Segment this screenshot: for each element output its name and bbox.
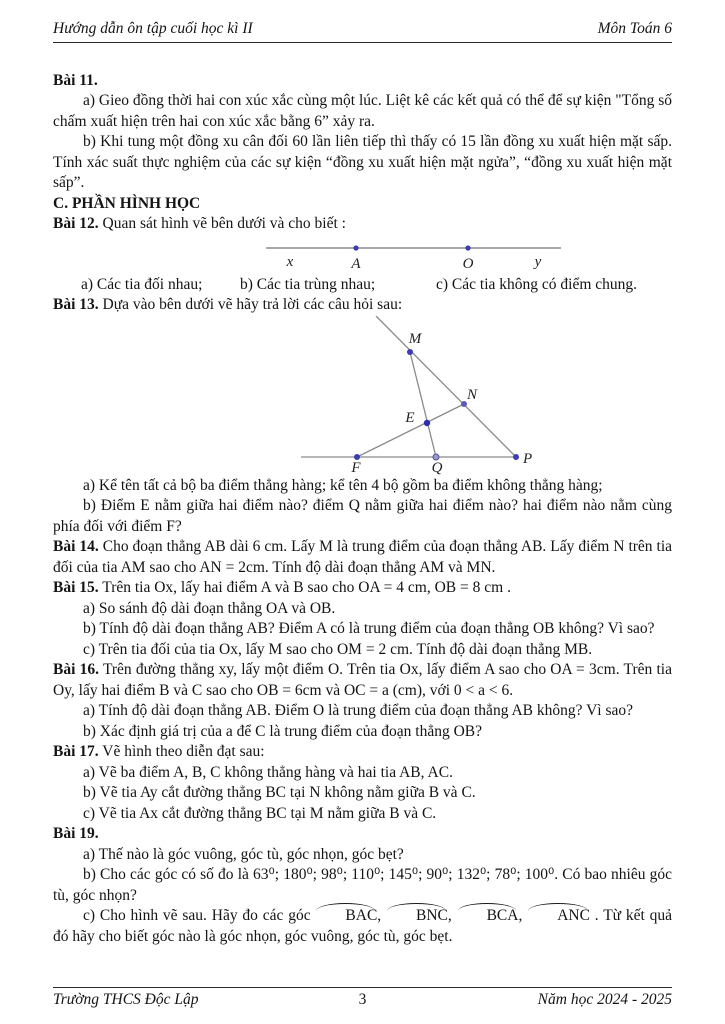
point-A-dot — [353, 245, 358, 250]
footer-page-number: 3 — [358, 990, 367, 1008]
problem-16-intro: Bài 16. Trên đường thẳng xy, lấy một điểm O. Trên tia Ox, lấy điểm A sao cho OA = 3cm. Trên tia Oy, lấy hai điểm B và C sao cho OB = 6cm và OC = a (cm), với 0 < a < 6. — [53, 661, 672, 699]
problem-19-part-c: c) Cho hình vẽ sau. Hãy đo các góc BAC, BNC, BCA, ANC . Từ kết quả đó hãy cho biết góc nào là góc nhọn, góc vuông, góc tù, góc bẹt. — [53, 907, 673, 945]
document-body — [0, 71, 725, 948]
problem-19-label — [53, 824, 672, 845]
label-x: x — [286, 253, 294, 270]
problem-19-part-b: b) Cho các góc có số đo là 63⁰; 180⁰; 98⁰; 110⁰; 145⁰; 90⁰; 132⁰; 78⁰; 100⁰. Có bao nhiêu góc tù, góc nhọn? — [53, 866, 672, 904]
problem-13-part-a: a) Kể tên tất cả bộ ba điểm thẳng hàng; kể tên 4 bộ gồm ba điểm không thẳng hàng; — [83, 476, 603, 494]
problem-15-number: Bài 15. — [53, 579, 99, 596]
problem-15-part-b: b) Tính độ dài đoạn thẳng AB? Điểm A có là trung điểm của đoạn thẳng OB không? Vì sao? — [83, 620, 655, 637]
problem-13-number: Bài 13. — [53, 296, 99, 313]
problem-17-number: Bài 17. — [53, 743, 99, 760]
problem-17-part-c: c) Vẽ tia Ax cắt đường thẳng BC tại M nằm giữa B và C. — [83, 804, 437, 822]
problem-14-number: Bài 14. — [53, 538, 99, 555]
problem-13-intro: Bài 13. Dựa vào bên dưới vẽ hãy trả lời các câu hỏi sau: — [53, 296, 403, 313]
angle-BAC: BAC — [315, 906, 377, 927]
problem-11-number: Bài 11. — [53, 71, 98, 89]
point-O-dot — [465, 245, 470, 250]
angle-ANC: ANC — [527, 906, 590, 927]
label-N: N — [466, 386, 478, 403]
problem-12-number: Bài 12. — [53, 215, 99, 232]
label-E: E — [405, 409, 415, 426]
angle-BNC: BNC — [386, 906, 448, 927]
problem-15-part-a: a) So sánh độ dài đoạn thẳng OA và OB. — [83, 599, 336, 617]
problem-17-part-b: b) Vẽ tia Ay cắt đường thẳng BC tại N không nằm giữa B và C. — [83, 784, 476, 801]
line-MQ — [410, 352, 436, 457]
problem-12-intro: Bài 12. Quan sát hình vẽ bên dưới và cho biết : — [53, 215, 346, 232]
figure-line-xAOy — [53, 235, 725, 275]
problem-17-part-a: a) Vẽ ba điểm A, B, C không thẳng hàng và hai tia AB, AC. — [83, 763, 453, 781]
problem-11-part-a: a) Gieo đồng thời hai con xúc xắc cùng một lúc. Liệt kê các kết quả có thể để sự kiện "Tổng số chấm xuất hiện trên hai con xúc xắc bằng 6” xảy ra. — [53, 92, 672, 130]
figure-triangle-MNPFQ — [53, 316, 725, 476]
problem-12-option-b: b) Các tia trùng nhau; — [240, 275, 376, 293]
point-M-dot — [407, 349, 413, 355]
label-y: y — [534, 253, 542, 270]
problem-16-part-a: a) Tính độ dài đoạn thẳng AB. Điểm O là trung điểm của đoạn thẳng AB không? Vì sao? — [83, 702, 634, 719]
angle-BCA: BCA — [457, 906, 519, 927]
problem-17-intro: Bài 17. Vẽ hình theo diễn đạt sau: — [53, 743, 265, 760]
label-Q: Q — [431, 459, 443, 476]
line-MNP — [376, 316, 516, 457]
problem-19-part-a: a) Thế nào là góc vuông, góc tù, góc nhọn, góc bẹt? — [83, 845, 404, 863]
label-A: A — [351, 255, 361, 272]
point-P-dot — [513, 454, 519, 460]
section-c-heading: C. PHẦN HÌNH HỌC — [53, 194, 201, 212]
label-O: O — [462, 255, 474, 272]
problem-12-option-c: c) Các tia không có điểm chung. — [436, 275, 638, 293]
footer-school-year: Năm học 2024 - 2025 — [537, 990, 672, 1008]
label-P: P — [523, 450, 533, 467]
problem-11-part-b: b) Khi tung một đồng xu cân đối 60 lần liên tiếp thì thấy có 15 lần đồng xu xuất hiện mặt sấp. Tính xác suất thực nghiệm của các sự kiện “đồng xu xuất hiện mặt ngửa”, “đồng xu xuất hiện mặt sấp”. — [53, 133, 672, 191]
problem-16-number: Bài 16. — [53, 661, 99, 678]
page-header — [53, 0, 672, 43]
problem-15-part-c: c) Trên tia đối của tia Ox, lấy M sao cho OM = 2 cm. Tính độ dài đoạn thẳng MB. — [83, 640, 593, 658]
footer-school: Trường THCS Độc Lập — [53, 990, 199, 1008]
header-subject: Môn Toán 6 — [597, 20, 672, 37]
page-footer — [53, 987, 672, 1011]
problem-15-intro: Bài 15. Trên tia Ox, lấy hai điểm A và B sao cho OA = 4 cm, OB = 8 cm . — [53, 579, 511, 596]
problem-14: Bài 14. Cho đoạn thẳng AB dài 6 cm. Lấy M là trung điểm của đoạn thẳng AB. Lấy điểm N trên tia đối của tia AM sao cho AN = 2cm. Tính độ dài đoạn thẳng AM và MN. — [53, 538, 673, 576]
problem-13-part-b: b) Điểm E nằm giữa hai điểm nào? điểm Q nằm giữa hai điểm nào? hai điểm nào nằm cùng phía đối với điểm F? — [53, 497, 672, 535]
problem-19-number: Bài 19. — [53, 825, 99, 842]
point-E-dot — [424, 419, 430, 425]
label-F: F — [351, 459, 361, 476]
label-M: M — [408, 330, 422, 347]
problem-16-part-b: b) Xác định giá trị của a để C là trung điểm của đoạn thẳng OB? — [83, 722, 482, 740]
problem-12-options — [53, 275, 672, 296]
header-title: Hướng dẫn ôn tập cuối học kì II — [53, 20, 253, 37]
problem-11-label — [53, 71, 672, 92]
problem-12-option-a: a) Các tia đối nhau; — [81, 275, 203, 293]
